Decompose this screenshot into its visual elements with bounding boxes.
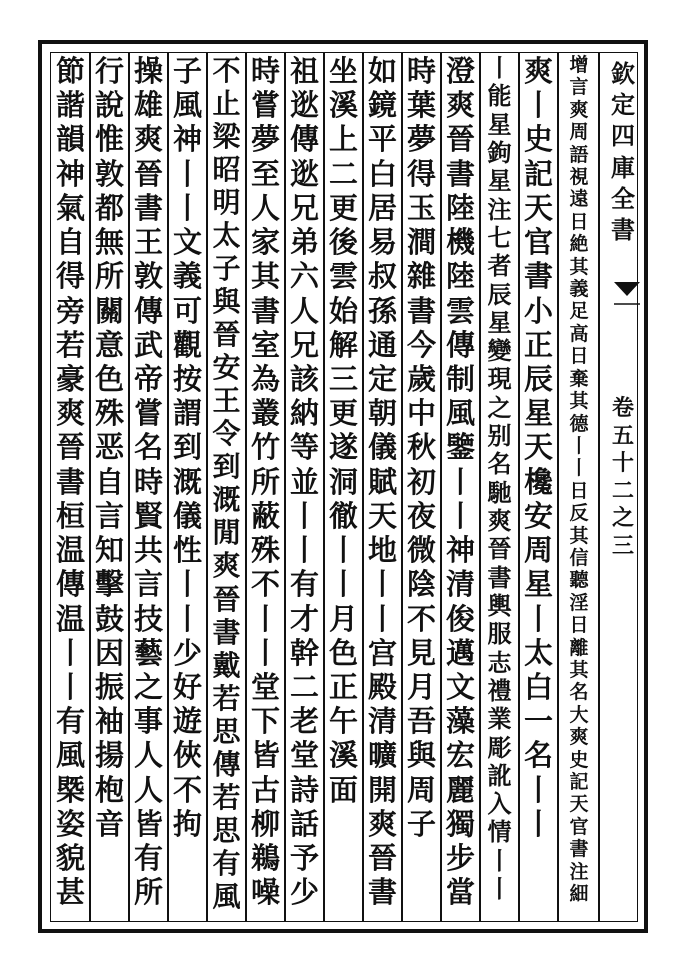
text-column-9: 時 嘗 夢 至 人 家 其 書 室 為 叢 竹 所 蔽 殊 不 丨 丨 堂 下 皆 古 柳 鵜 噪 (250, 54, 280, 910)
column-rule (557, 52, 559, 922)
margin-volume-label: 卷 五 十 二 之 三 (612, 395, 635, 559)
text-column-14: 節 諧 韻 神 氣 自 得 旁 若 豪 爽 晉 書 桓 温 傳 温 丨 丨 有 風 槩 姿 貌 甚 (55, 54, 85, 910)
text-column-12: 操 雄 爽 晉 書 王 敦 傳 武 帝 嘗 名 時 賢 共 言 技 藝 之 事 人 人 皆 有 所 (133, 54, 163, 910)
text-column-11: 子 風 神 丨 丨 文 義 可 觀 按 謂 到 溉 儀 性 丨 丨 少 好 遊 俠 不 拘 (172, 54, 202, 841)
text-column-2: 爽 丨 史 記 天 官 書 小 正 辰 星 天 欃 安 周 星 丨 太 白 一 名 丨 丨 (523, 54, 553, 841)
margin-rule (598, 52, 600, 922)
text-column-7: 坐 溪 上 二 更 後 雲 始 解 三 更 遂 洞 徹 丨 丨 月 色 正 午 溪 面 (328, 54, 358, 807)
margin-book-title: 欽 定 四 庫 全 書 (611, 59, 635, 244)
text-column-5: 時 葉 夢 得 玉 澗 雜 書 今 歲 中 秋 初 夜 微 陰 不 見 月 吾 與 周 子 (406, 54, 436, 841)
text-column-3: 丨 能 星 鉤 星 注 七 者 辰 星 變 現 之 别 名 馳 爽 晉 書 輿 服 志 禮 業 彫 訛 入 情 丨 丨 (487, 53, 512, 904)
text-column-6: 如 鏡 平 白 居 易 叔 孫 通 定 朝 儀 賦 天 地 丨 丨 宫 殿 清 曠 開 爽 晉 書 (367, 54, 397, 910)
text-column-4: 澄 爽 晉 書 陸 機 陸 雲 傳 制 風 鑒 丨 丨 神 清 俊 邁 文 藻 宏 麗 獨 步 當 (445, 54, 475, 910)
text-column-8: 祖 逖 傳 逖 兄 弟 六 人 兄 該 納 等 並 丨 丨 有 才 幹 二 老 堂 詩 話 予 少 (289, 54, 319, 910)
fishtail-mark-icon (612, 280, 642, 320)
text-column-1: 增 言 爽 周 語 視 遠 日 絶 其 義 足 高 日 棄 其 德 丨 丨 日 反 其 信 聽 淫 日 離 其 名 大 爽 史 記 天 官 書 注 細 (569, 54, 589, 906)
text-column-13: 行 說 惟 敦 都 無 所 關 意 色 殊 恶 自 言 知 擊 鼓 因 振 袖 揚 枹 音 (94, 54, 124, 841)
text-column-10: 不 止 梁 昭 明 太 子 與 晉 安 王 令 到 溉 閒 爽 晉 書 戴 若 思 傳 若 思 有 風 (212, 54, 241, 913)
